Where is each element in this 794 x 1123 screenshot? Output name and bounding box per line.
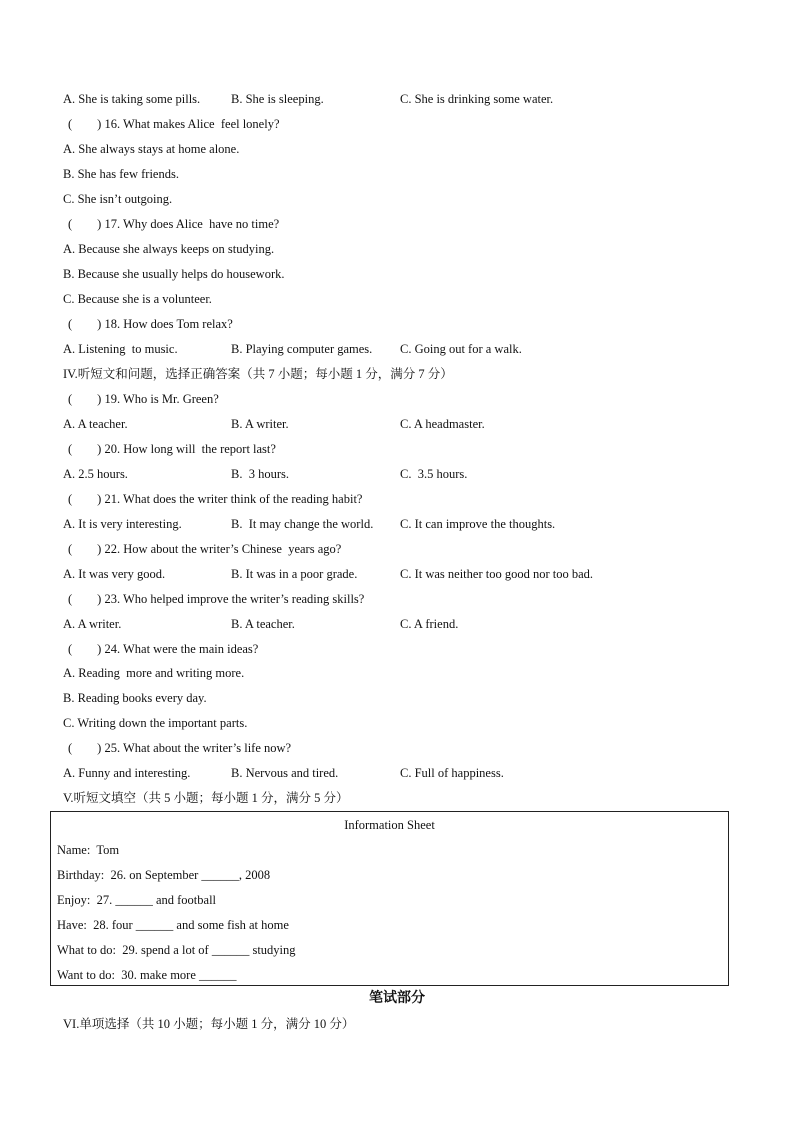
q15-option-b: B. She is sleeping. [231, 92, 324, 106]
q18-option-c: C. Going out for a walk. [400, 342, 522, 356]
q23-option-b: B. A teacher. [231, 617, 295, 631]
section-5-heading: V.听短文填空（共 5 小题；每小题 1 分，满分 5 分） [63, 791, 349, 805]
q25-option-b: B. Nervous and tired. [231, 766, 339, 780]
q17-option-a: A. Because she always keeps on studying. [63, 242, 275, 256]
q24-option-b: B. Reading books every day. [63, 691, 207, 705]
q20-option-c: C. 3.5 hours. [400, 467, 468, 481]
section-6-heading: VI.单项选择（共 10 小题；每小题 1 分，满分 10 分） [63, 1017, 355, 1031]
q17-option-b: B. Because she usually helps do housework. [63, 267, 285, 281]
q20-option-a: A. 2.5 hours. [63, 467, 128, 481]
q25-option-a: A. Funny and interesting. [63, 766, 191, 780]
info-row-birthday: Birthday: 26. on September ______, 2008 [57, 868, 271, 882]
q16-option-c: C. She isn’t outgoing. [63, 192, 173, 206]
info-row-want-to-do: Want to do: 30. make more ______ [57, 968, 237, 982]
q19-option-c: C. A headmaster. [400, 417, 485, 431]
info-row-have: Have: 28. four ______ and some fish at home [57, 918, 289, 932]
written-part-heading: 笔试部分 [369, 991, 425, 1006]
q24-option-a: A. Reading more and writing more. [63, 666, 245, 680]
q16-option-a: A. She always stays at home alone. [63, 142, 240, 156]
q17-stem: ( ) 17. Why does Alice have no time? [68, 217, 280, 231]
info-row-what-to-do: What to do: 29. spend a lot of ______ studying [57, 943, 296, 957]
section-4-heading: IV.听短文和问题，选择正确答案（共 7 小题；每小题 1 分，满分 7 分） [63, 367, 453, 381]
information-sheet-title: Information Sheet [344, 818, 435, 832]
q22-option-a: A. It was very good. [63, 567, 166, 581]
q22-option-c: C. It was neither too good nor too bad. [400, 567, 594, 581]
q21-stem: ( ) 21. What does the writer think of the reading habit? [68, 492, 363, 506]
q20-option-b: B. 3 hours. [231, 467, 289, 481]
q18-option-b: B. Playing computer games. [231, 342, 373, 356]
q16-option-b: B. She has few friends. [63, 167, 179, 181]
q23-option-c: C. A friend. [400, 617, 459, 631]
q19-stem: ( ) 19. Who is Mr. Green? [68, 392, 219, 406]
q20-stem: ( ) 20. How long will the report last? [68, 442, 276, 456]
q18-stem: ( ) 18. How does Tom relax? [68, 317, 233, 331]
q21-option-c: C. It can improve the thoughts. [400, 517, 556, 531]
q25-stem: ( ) 25. What about the writer’s life now? [68, 741, 292, 755]
q17-option-c: C. Because she is a volunteer. [63, 292, 212, 306]
q18-option-a: A. Listening to music. [63, 342, 178, 356]
q24-option-c: C. Writing down the important parts. [63, 716, 248, 730]
info-row-enjoy: Enjoy: 27. ______ and football [57, 893, 217, 907]
q19-option-a: A. A teacher. [63, 417, 128, 431]
q25-option-c: C. Full of happiness. [400, 766, 504, 780]
q24-stem: ( ) 24. What were the main ideas? [68, 642, 259, 656]
q21-option-a: A. It is very interesting. [63, 517, 182, 531]
q16-stem: ( ) 16. What makes Alice feel lonely? [68, 117, 280, 131]
q15-option-c: C. She is drinking some water. [400, 92, 554, 106]
q15-option-a: A. She is taking some pills. [63, 92, 201, 106]
q23-option-a: A. A writer. [63, 617, 122, 631]
q23-stem: ( ) 23. Who helped improve the writer’s reading skills? [68, 592, 365, 606]
q19-option-b: B. A writer. [231, 417, 289, 431]
q22-option-b: B. It was in a poor grade. [231, 567, 358, 581]
information-sheet-box [50, 811, 729, 986]
info-row-name: Name: Tom [57, 843, 120, 857]
q21-option-b: B. It may change the world. [231, 517, 374, 531]
q22-stem: ( ) 22. How about the writer’s Chinese years ago? [68, 542, 342, 556]
